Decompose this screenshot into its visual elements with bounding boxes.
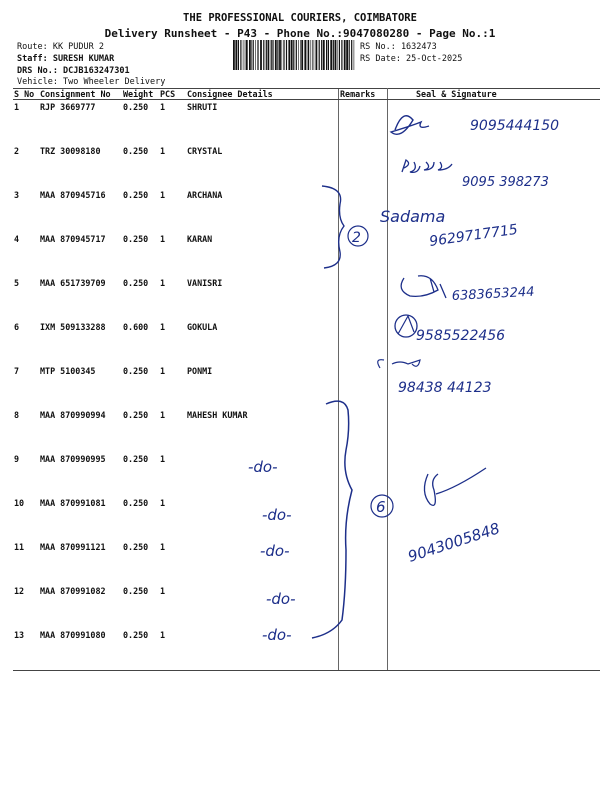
cell-signature	[388, 320, 600, 364]
cell-pcs: 1	[160, 102, 166, 112]
cell-pcs: 1	[160, 146, 166, 156]
cell-weight: 0.250	[123, 234, 149, 244]
cell-pcs: 1	[160, 498, 166, 508]
cell-consignee: CRYSTAL	[187, 146, 223, 156]
barcode-bar	[293, 40, 294, 70]
barcode-bar	[288, 40, 290, 70]
cell-consignee: ARCHANA	[187, 190, 223, 200]
staff-label: Staff: SURESH KUMAR	[17, 54, 115, 64]
cell-signature	[388, 144, 600, 188]
route-label: Route: KK PUDUR 2	[17, 42, 104, 52]
handwritten-name-3: Sadama	[380, 207, 446, 226]
cell-consignment: MAA 870991121	[40, 542, 106, 552]
barcode-bar	[346, 40, 348, 70]
cell-sno: 7	[14, 366, 20, 376]
barcode-bar	[301, 40, 303, 70]
cell-consignee: PONMI	[187, 366, 213, 376]
cell-remarks	[339, 408, 388, 452]
barcode-bar	[311, 40, 312, 70]
cell-signature	[388, 364, 600, 408]
cell-signature	[388, 452, 600, 496]
barcode-bar	[233, 40, 235, 70]
cell-weight: 0.250	[123, 542, 149, 552]
barcode-bar	[314, 40, 315, 70]
barcode-bar	[286, 40, 287, 70]
drs-number: DRS No.: DCJB163247301	[17, 66, 130, 76]
table-header-row	[13, 89, 600, 100]
cell-pcs: 1	[160, 366, 166, 376]
cell-signature	[388, 408, 600, 452]
cell-pcs: 1	[160, 542, 166, 552]
barcode-bar	[349, 40, 350, 70]
cell-weight: 0.600	[123, 322, 149, 332]
cell-sno: 12	[14, 586, 25, 596]
cell-signature	[388, 188, 600, 232]
barcode-bar	[326, 40, 327, 70]
handwritten-phone-3: 9629717715	[428, 221, 519, 250]
handwritten-phone-5: 9585522456	[416, 328, 506, 344]
cell-consignee	[186, 584, 339, 628]
cell-sno: 1	[14, 102, 20, 112]
handwritten-phone-7: 9043005848	[405, 519, 503, 566]
cell-consignment: MTP 5100345	[40, 366, 96, 376]
table-row	[13, 188, 600, 232]
barcode-bar	[251, 40, 252, 70]
cell-weight: 0.250	[123, 454, 149, 464]
cell-pcs: 1	[160, 454, 166, 464]
barcode-bar	[240, 40, 241, 70]
table-row	[13, 276, 600, 320]
barcode-bar	[330, 40, 332, 70]
rs-date: RS Date: 25-Oct-2025	[360, 54, 463, 64]
barcode-bar	[266, 40, 267, 70]
cell-weight: 0.250	[123, 366, 149, 376]
barcode-bar	[321, 40, 322, 70]
cell-consignment: MAA 870990995	[40, 454, 106, 464]
cell-remarks	[339, 320, 388, 364]
barcode-bar	[316, 40, 318, 70]
header-consignment: Consignment No	[39, 89, 122, 100]
barcode-bar	[257, 40, 258, 70]
barcode-bar	[344, 40, 346, 70]
handwritten-phone-4: 6383653244	[451, 284, 535, 304]
cell-consignee: GOKULA	[187, 322, 218, 332]
table-row	[13, 408, 600, 452]
barcode-bar	[272, 40, 273, 70]
cell-weight: 0.250	[123, 102, 149, 112]
table-row	[13, 496, 600, 540]
cell-sno: 8	[14, 410, 20, 420]
cell-consignee	[186, 628, 339, 671]
cell-pcs: 1	[160, 234, 166, 244]
cell-signature	[388, 232, 600, 276]
ditto-11: -do-	[260, 542, 290, 560]
barcode-bar	[307, 40, 308, 70]
ditto-9: -do-	[248, 458, 278, 476]
table-row	[13, 144, 600, 188]
cell-weight: 0.250	[123, 410, 149, 420]
barcode-bar	[238, 40, 239, 70]
cell-sno: 9	[14, 454, 20, 464]
cell-remarks	[339, 628, 388, 671]
header-remarks: Remarks	[339, 89, 388, 100]
barcode-bar	[335, 40, 337, 70]
barcode-bar	[339, 40, 340, 70]
cell-pcs: 1	[160, 278, 166, 288]
table-row	[13, 364, 600, 408]
cell-consignee	[186, 452, 339, 496]
cell-remarks	[339, 100, 388, 145]
cell-consignee: KARAN	[187, 234, 213, 244]
table-row	[13, 232, 600, 276]
barcode-bar	[245, 40, 246, 70]
cell-consignment: MAA 870945717	[40, 234, 106, 244]
cell-consignee	[186, 496, 339, 540]
handwritten-count-2: 6	[376, 498, 386, 516]
cell-sno: 10	[14, 498, 25, 508]
cell-consignee: SHRUTI	[187, 102, 218, 112]
cell-consignment: MAA 870991082	[40, 586, 106, 596]
table-row	[13, 540, 600, 584]
cell-signature	[388, 628, 600, 671]
cell-remarks	[339, 276, 388, 320]
cell-signature	[388, 584, 600, 628]
table-row	[13, 628, 600, 671]
runsheet-table	[13, 88, 600, 671]
barcode-bar	[283, 40, 284, 70]
barcode-bar	[351, 40, 352, 70]
cell-weight: 0.250	[123, 146, 149, 156]
header-consignee: Consignee Details	[186, 89, 339, 100]
barcode-bar	[319, 40, 320, 70]
barcode-bar	[258, 40, 259, 70]
cell-consignment: TRZ 30098180	[40, 146, 101, 156]
cell-remarks	[339, 496, 388, 540]
cell-signature	[388, 496, 600, 540]
cell-remarks	[339, 232, 388, 276]
handwritten-phone-6: 98438 44123	[398, 380, 492, 396]
barcode-bar	[354, 40, 355, 70]
cell-pcs: 1	[160, 410, 166, 420]
cell-consignment: MAA 870990994	[40, 410, 106, 420]
cell-remarks	[339, 364, 388, 408]
barcode-bar	[328, 40, 329, 70]
cell-consignment: MAA 651739709	[40, 278, 106, 288]
barcode-bar	[255, 40, 256, 70]
cell-consignment: MAA 870945716	[40, 190, 106, 200]
barcode-bar	[275, 40, 277, 70]
handwritten-phone-1: 9095444150	[470, 118, 560, 134]
cell-signature	[388, 540, 600, 584]
cell-consignment: RJP 3669777	[40, 102, 96, 112]
barcode-bar	[300, 40, 301, 70]
ditto-10: -do-	[262, 506, 292, 524]
vehicle-label: Vehicle: Two Wheeler Delivery	[17, 77, 166, 87]
company-title: THE PROFESSIONAL COURIERS, COIMBATORE	[183, 12, 417, 24]
cell-pcs: 1	[160, 190, 166, 200]
cell-signature	[388, 276, 600, 320]
table-row	[13, 584, 600, 628]
barcode-bar	[323, 40, 325, 70]
table-row	[13, 100, 600, 145]
barcode-bar	[308, 40, 309, 70]
runsheet-title: Delivery Runsheet - P43 - Phone No.:9047080280 - Page No.:1	[104, 27, 496, 40]
cell-remarks	[339, 188, 388, 232]
cell-consignment: MAA 870991080	[39, 628, 122, 671]
cell-remarks	[339, 144, 388, 188]
barcode-bar	[333, 40, 334, 70]
barcode-bar	[277, 40, 278, 70]
cell-sno: 11	[14, 542, 25, 552]
barcode-bar	[291, 40, 293, 70]
cell-weight: 0.250	[123, 190, 149, 200]
barcode-bar	[249, 40, 251, 70]
cell-remarks	[339, 540, 388, 584]
barcode-bar	[235, 40, 237, 70]
barcode-bar	[243, 40, 244, 70]
table-row	[13, 320, 600, 364]
barcode-bar	[253, 40, 254, 70]
cell-consignee: VANISRI	[187, 278, 223, 288]
ditto-12: -do-	[266, 590, 296, 608]
handwritten-count-1: 2	[352, 230, 361, 246]
cell-remarks	[339, 452, 388, 496]
barcode-bar	[268, 40, 270, 70]
cell-consignee	[186, 540, 339, 584]
barcode-bar	[304, 40, 306, 70]
barcode-bar	[246, 40, 248, 70]
cell-consignment: IXM 509133288	[40, 322, 106, 332]
cell-weight: 0.250	[122, 628, 159, 671]
cell-consignee: MAHESH KUMAR	[187, 410, 248, 420]
rs-number: RS No.: 1632473	[360, 42, 437, 52]
cell-consignment: MAA 870991081	[40, 498, 106, 508]
barcode-image	[232, 40, 356, 70]
barcode-bar	[298, 40, 299, 70]
cell-weight: 0.250	[123, 278, 149, 288]
barcode-bar	[279, 40, 281, 70]
barcode-bar	[296, 40, 297, 70]
header-pcs: PCS	[159, 89, 186, 100]
cell-sno: 5	[14, 278, 20, 288]
handwritten-phone-2: 9095 398273	[462, 175, 549, 190]
header-seal-signature: Seal & Signature	[388, 89, 600, 100]
barcode-bar	[312, 40, 313, 70]
cell-sno: 4	[14, 234, 20, 244]
cell-pcs: 1	[159, 628, 186, 671]
barcode-bar	[282, 40, 283, 70]
table-row	[13, 452, 600, 496]
cell-sno: 3	[14, 190, 20, 200]
header-sno: S No	[13, 89, 39, 100]
cell-sno: 6	[14, 322, 20, 332]
cell-sno: 13	[13, 628, 39, 671]
ditto-13: -do-	[262, 626, 292, 644]
cell-pcs: 1	[160, 322, 166, 332]
header-weight: Weight	[122, 89, 159, 100]
cell-weight: 0.250	[123, 586, 149, 596]
cell-weight: 0.250	[123, 498, 149, 508]
barcode-bar	[263, 40, 264, 70]
barcode-bar	[337, 40, 338, 70]
cell-sno: 2	[14, 146, 20, 156]
cell-signature	[388, 100, 600, 145]
cell-pcs: 1	[160, 586, 166, 596]
barcode-bar	[271, 40, 272, 70]
cell-remarks	[339, 584, 388, 628]
barcode-bar	[341, 40, 342, 70]
barcode-bar	[260, 40, 262, 70]
